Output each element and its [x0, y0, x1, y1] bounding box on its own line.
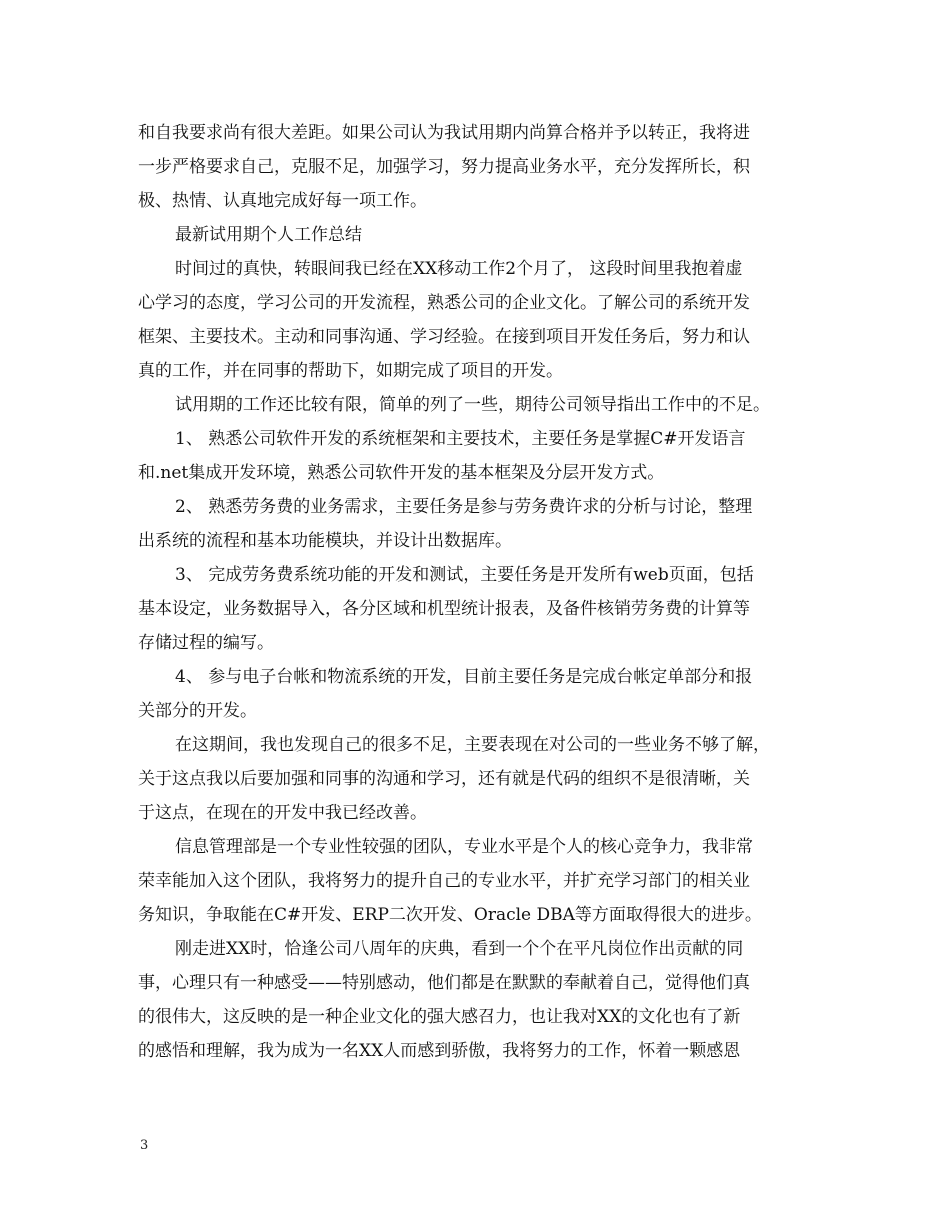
text-line: 务知识，争取能在C#开发、ERP二次开发、Oracle DBA等方面取得很大的进步。 [138, 905, 762, 925]
text-line: 在这期间，我也发现自己的很多不足，主要表现在对公司的一些业务不够了解， [175, 735, 770, 755]
text-line: 和自我要求尚有很大差距。如果公司认为我试用期内尚算合格并予以转正，我将进 [138, 123, 750, 143]
text-line: 心学习的态度，学习公司的开发流程，熟悉公司的企业文化。了解公司的系统开发 [138, 293, 750, 313]
text-line: 基本设定，业务数据导入，各分区域和机型统计报表，及备件核销劳务费的计算等 [138, 599, 750, 619]
text-line: 出系统的流程和基本功能模块，并设计出数据库。 [138, 531, 512, 551]
text-line: 一步严格要求自己，克服不足，加强学习，努力提高业务水平，充分发挥所长，积 [138, 157, 750, 177]
text-line: 存储过程的编写。 [138, 633, 274, 653]
text-line: 4、 参与电子台帐和物流系统的开发，目前主要任务是完成台帐定单部分和报 [175, 667, 753, 687]
text-line: 真的工作，并在同事的帮助下，如期完成了项目的开发。 [138, 361, 563, 381]
text-line: 关于这点我以后要加强和同事的沟通和学习，还有就是代码的组织不是很清晰，关 [138, 769, 750, 789]
text-line: 框架、主要技术。主动和同事沟通、学习经验。在接到项目开发任务后，努力和认 [138, 327, 750, 347]
text-line: 荣幸能加入这个团队，我将努力的提升自己的专业水平，并扩充学习部门的相关业 [138, 871, 750, 891]
text-line: 事，心理只有一种感受——特别感动，他们都是在默默的奉献着自己，觉得他们真 [138, 973, 750, 993]
text-line: 最新试用期个人工作总结 [175, 225, 362, 245]
text-line: 3、 完成劳务费系统功能的开发和测试，主要任务是开发所有web页面，包括 [175, 565, 754, 585]
text-line: 和.net集成开发环境，熟悉公司软件开发的基本框架及分层开发方式。 [138, 463, 665, 483]
text-line: 的很伟大，这反映的是一种企业文化的强大感召力，也让我对XX的文化也有了新 [138, 1007, 741, 1027]
text-line: 时间过的真快，转眼间我已经在XX移动工作2个月了， 这段时间里我抱着虚 [175, 259, 743, 279]
text-line: 刚走进XX时，恰逢公司八周年的庆典，看到一个个在平凡岗位作出贡献的同 [175, 939, 744, 959]
text-line: 2、 熟悉劳务费的业务需求，主要任务是参与劳务费许求的分析与讨论，整理 [175, 497, 753, 517]
text-line: 信息管理部是一个专业性较强的团队，专业水平是个人的核心竞争力，我非常 [175, 837, 753, 857]
page-number: 3 [140, 1138, 149, 1153]
text-line: 试用期的工作还比较有限，简单的列了一些，期待公司领导指出工作中的不足。 [175, 395, 770, 415]
text-line: 1、 熟悉公司软件开发的系统框架和主要技术，主要任务是掌握C#开发语言 [175, 429, 746, 449]
document-body [138, 116, 818, 1068]
text-line: 于这点，在现在的开发中我已经改善。 [138, 803, 427, 823]
text-line: 的感悟和理解，我为成为一名XX人而感到骄傲，我将努力的工作，怀着一颗感恩 [138, 1041, 741, 1061]
text-line: 极、热情、认真地完成好每一项工作。 [138, 191, 427, 211]
text-line: 关部分的开发。 [138, 701, 257, 721]
